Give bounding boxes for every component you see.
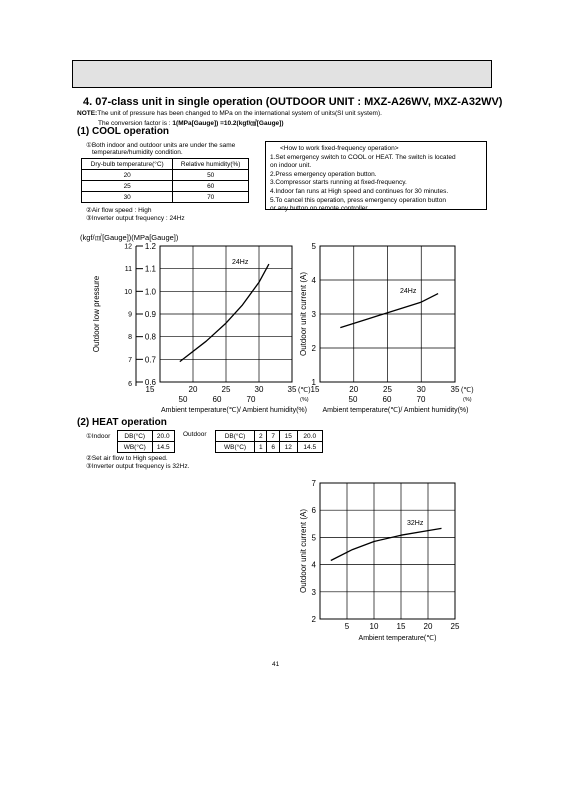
y-tick-label: 1 (311, 378, 316, 387)
x-unit-label: (℃) (298, 387, 311, 394)
x-sub-label: 70 (246, 395, 256, 404)
y-tick-label: 1.1 (144, 264, 156, 274)
y-tick-label: 1.2 (144, 242, 156, 251)
x-sub-label: 70 (416, 395, 426, 404)
x-sub-label: 60 (382, 395, 392, 404)
kgf-tick-label: 6 (128, 381, 132, 388)
table-cell: 70 (173, 192, 249, 203)
y-tick-label: 6 (311, 506, 316, 516)
y-axis-label: Outdoor unit current (A) (299, 271, 308, 357)
series-label: 32Hz (407, 520, 424, 527)
heat-indoor-label: ①Indoor (86, 433, 111, 440)
y-tick-label: 5 (311, 533, 316, 543)
x-tick-label: 35 (450, 385, 460, 394)
y-tick-label: 0.9 (144, 310, 156, 319)
table-cell: 25 (82, 181, 173, 192)
table-cell: 1 (255, 442, 267, 453)
y-tick-label: 3 (311, 587, 316, 597)
table-cell: 14.5 (152, 442, 175, 453)
table-cell: 2 (255, 431, 267, 442)
table-cell: DB(°C) (118, 431, 153, 442)
table-cell: DB(°C) (216, 431, 255, 442)
x-sub-unit-label: (%) (463, 397, 472, 403)
x-tick-label: 20 (188, 385, 198, 394)
x-tick-label: 30 (416, 385, 426, 394)
x-tick-label: 15 (396, 622, 406, 631)
y-tick-label: 0.7 (144, 355, 156, 365)
x-sub-label: 50 (178, 395, 188, 404)
series-label: 24Hz (232, 259, 249, 266)
y-tick-label: 1.0 (144, 287, 156, 297)
cool-cond3: ③Inverter output frequency : 24Hz (86, 215, 185, 222)
note-prefix: The conversion factor is : (98, 120, 173, 127)
x-axis-label: Ambient temperature(℃) (358, 635, 437, 642)
cool-cond1-line1: ①Both indoor and outdoor units are under the same (86, 142, 236, 149)
page-title: 4. 07-class unit in single operation (OUTDOOR UNIT : MXZ-A26WV, MXZ-A32WV) (83, 96, 503, 108)
y-tick-label: 2 (311, 344, 316, 353)
series-line (331, 528, 442, 560)
table-header: Relative humidity(%) (173, 159, 249, 170)
kgf-tick-label: 9 (128, 311, 132, 319)
x-tick-label: 35 (287, 385, 297, 394)
heat-heading: (2) HEAT operation (77, 417, 167, 428)
x-tick-label: 5 (344, 622, 350, 631)
x-sub-label: 60 (212, 395, 222, 404)
x-sub-label: 50 (348, 395, 358, 404)
x-axis-label: Ambient temperature(℃)/ Ambient humidity(%) (161, 407, 307, 414)
x-tick-label: 25 (221, 385, 231, 394)
chart-frame (320, 483, 455, 619)
table-cell: 20 (82, 170, 173, 181)
y-tick-label: 0.6 (144, 378, 156, 387)
table-cell: 6 (267, 442, 279, 453)
cool-cond2: ②Air flow speed : High (86, 207, 152, 214)
howto-line: on indoor unit. (270, 162, 312, 170)
x-tick-label: 20 (423, 622, 433, 631)
kgf-tick-label: 12 (124, 243, 132, 251)
table-cell: WB(°C) (216, 442, 255, 453)
note-conversion: 1(MPa[Gauge]) =10.2(kgf/㎠[Gauge]) (172, 120, 284, 127)
howto-line: 4.Indoor fan runs at High speed and continues for 30 minutes. (270, 187, 449, 195)
series-line (340, 294, 438, 328)
table-cell: 60 (173, 181, 249, 192)
pressure-unit-label: (kgf/㎠[Gauge])(MPa[Gauge]) (80, 233, 179, 242)
kgf-tick-label: 7 (128, 356, 132, 364)
x-tick-label: 20 (349, 385, 359, 394)
kgf-tick-label: 8 (128, 334, 132, 342)
y-tick-label: 4 (311, 560, 316, 570)
y-tick-label: 5 (311, 242, 316, 251)
page-number: 41 (272, 661, 280, 668)
table-cell: 30 (82, 192, 173, 203)
heat-cond2: ②Set air flow to High speed. (86, 455, 168, 462)
y-tick-label: 4 (311, 276, 316, 285)
x-sub-unit-label: (%) (300, 397, 309, 403)
table-cell: 12 (279, 442, 297, 453)
series-label: 24Hz (400, 288, 417, 295)
y-tick-label: 2 (311, 615, 316, 624)
x-tick-label: 15 (310, 385, 320, 394)
howto-line: 3.Compressor starts running at fixed-frequency. (270, 179, 407, 187)
table-cell: 7 (267, 431, 279, 442)
y-tick-label: 7 (311, 479, 316, 488)
x-tick-label: 25 (383, 385, 392, 394)
heat-outdoor-label: Outdoor (183, 431, 207, 438)
x-tick-label: 25 (450, 622, 460, 631)
kgf-tick-label: 10 (124, 288, 132, 296)
table-cell: WB(°C) (118, 442, 153, 453)
x-tick-label: 15 (145, 385, 155, 394)
table-cell: 20.0 (297, 431, 322, 442)
heat-cond3: ③Inverter output frequency is 32Hz. (86, 463, 190, 470)
howto-line: 5.To cancel this operation, press emergency operation button (270, 196, 446, 204)
note-label: NOTE: (77, 110, 98, 117)
kgf-tick-label: 11 (124, 266, 132, 274)
howto-line: 2.Press emergency operation button. (270, 170, 377, 178)
x-unit-label: (℃) (461, 387, 474, 394)
x-axis-label: Ambient temperature(℃)/ Ambient humidity(%) (322, 407, 469, 414)
table-header: Dry-bulb temperature(°C) (82, 159, 173, 170)
table-cell: 15 (279, 431, 297, 442)
table-cell: 14.5 (297, 442, 322, 453)
y-tick-label: 0.8 (144, 332, 156, 342)
table-cell: 20.0 (152, 431, 175, 442)
y-axis-label: Outdoor low pressure (92, 275, 101, 353)
cool-cond1-line2: temperature/humidity condition. (92, 149, 183, 156)
howto-title: <How to work fixed-frequency operation> (280, 145, 399, 152)
y-axis-label: Outdoor unit current (A) (299, 508, 308, 594)
howto-line: or any button on remote controller. (270, 205, 370, 213)
table-cell: 50 (173, 170, 249, 181)
x-tick-label: 10 (369, 622, 379, 631)
howto-line: 1.Set emergency switch to COOL or HEAT. The switch is located (270, 153, 456, 161)
y-tick-label: 3 (311, 310, 316, 319)
cool-heading: (1) COOL operation (77, 126, 170, 137)
x-tick-label: 30 (254, 385, 264, 394)
note-text: The unit of pressure has been changed to MPa on the international system of units(SI unit system). (97, 110, 382, 117)
